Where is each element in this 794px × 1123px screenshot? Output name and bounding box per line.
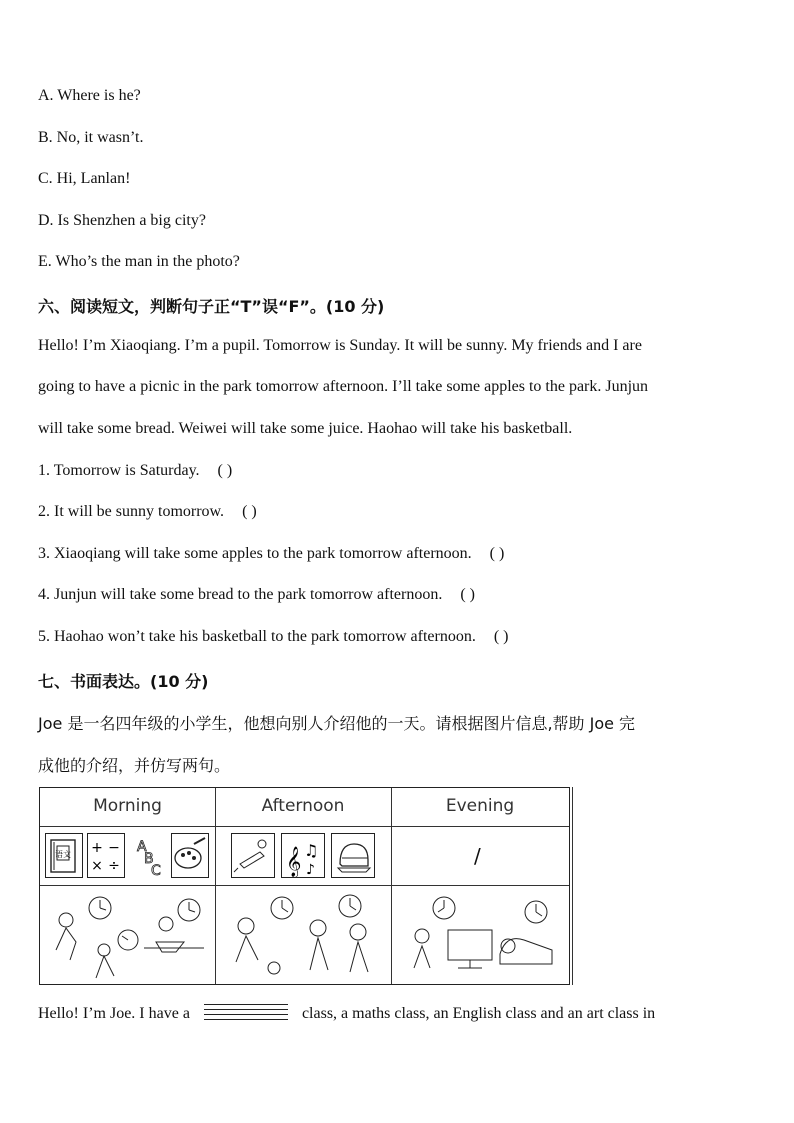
instruction-line-1: Joe 是一名四年级的小学生，他想向别人介绍他的一天。请根据图片信息,帮助 Joe 完 bbox=[38, 714, 636, 733]
option-e: E. Who’s the man in the photo? bbox=[38, 253, 240, 270]
svg-text:+: + bbox=[91, 840, 103, 856]
science-rocket-icon bbox=[231, 833, 275, 878]
schedule-table bbox=[39, 787, 570, 985]
option-b: B. No, it wasn’t. bbox=[38, 129, 144, 146]
svg-text:♪: ♪ bbox=[306, 862, 315, 877]
question-text: 4. Junjun will take some bread to the park tomorrow afternoon. bbox=[38, 586, 443, 603]
option-d: D. Is Shenzhen a big city? bbox=[38, 212, 206, 229]
art-palette-icon bbox=[171, 833, 209, 878]
answer-blank[interactable]: ( ) bbox=[493, 628, 509, 645]
writing-line bbox=[38, 1002, 655, 1024]
header-afternoon: Afternoon bbox=[261, 796, 345, 816]
fill-in-blank[interactable] bbox=[204, 1002, 288, 1024]
answer-blank[interactable]: ( ) bbox=[460, 586, 475, 603]
question-text: 5. Haohao won’t take his basketball to the park tomorrow afternoon. bbox=[38, 628, 476, 645]
question-5 bbox=[38, 628, 508, 646]
question-4 bbox=[38, 586, 475, 604]
question-1 bbox=[38, 462, 232, 480]
abc-letters-icon bbox=[129, 833, 167, 878]
maths-symbols-icon bbox=[87, 833, 125, 878]
svg-text:−: − bbox=[108, 840, 120, 856]
svg-text:♫: ♫ bbox=[304, 841, 319, 860]
svg-text:×: × bbox=[91, 858, 103, 874]
svg-text:÷: ÷ bbox=[108, 858, 120, 874]
option-a: A. Where is he? bbox=[38, 87, 141, 104]
question-2 bbox=[38, 503, 257, 521]
answer-blank[interactable]: ( ) bbox=[217, 462, 233, 479]
section-7-title: 七、书面表达。(10 分) bbox=[38, 672, 209, 691]
afternoon-scene-illustration bbox=[218, 890, 388, 980]
writing-text-before: Hello! I’m Joe. I have a bbox=[38, 1005, 190, 1022]
svg-text:A: A bbox=[137, 839, 147, 855]
morning-scene-illustration bbox=[44, 890, 212, 980]
pe-helmet-icon bbox=[331, 833, 375, 878]
question-3 bbox=[38, 545, 504, 563]
section-6-title: 六、阅读短文，判断句子正“T”误“F”。(10 分) bbox=[38, 297, 385, 316]
evening-slash: / bbox=[474, 844, 481, 868]
svg-text:𝄞: 𝄞 bbox=[286, 847, 302, 877]
question-text: 2. It will be sunny tomorrow. bbox=[38, 503, 225, 520]
svg-text:B: B bbox=[144, 851, 154, 867]
answer-blank[interactable]: ( ) bbox=[242, 503, 257, 520]
svg-text:C: C bbox=[151, 863, 161, 878]
passage-line-2: going to have a picnic in the park tomorrow afternoon. I’ll take some apples to the park. Junjun bbox=[38, 378, 649, 395]
writing-text-after: class, a maths class, an English class and an art class in bbox=[301, 1005, 656, 1022]
question-text: 3. Xiaoqiang will take some apples to the park tomorrow afternoon. bbox=[38, 545, 472, 562]
question-text: 1. Tomorrow is Saturday. bbox=[38, 462, 200, 479]
svg-text:语文: 语文 bbox=[55, 850, 71, 859]
chinese-book-icon bbox=[45, 833, 83, 878]
music-notes-icon bbox=[281, 833, 325, 878]
header-morning: Morning bbox=[93, 796, 162, 816]
option-c: C. Hi, Lanlan! bbox=[38, 170, 131, 187]
answer-blank[interactable]: ( ) bbox=[489, 545, 505, 562]
instruction-line-2: 成他的介绍，并仿写两句。 bbox=[38, 756, 231, 775]
passage-line-1: Hello! I’m Xiaoqiang. I’m a pupil. Tomorrow is Sunday. It will be sunny. My friends and I are bbox=[38, 337, 642, 354]
evening-scene-illustration bbox=[396, 890, 566, 980]
passage-line-3: will take some bread. Weiwei will take some juice. Haohao will take his basketball. bbox=[38, 420, 573, 437]
header-evening: Evening bbox=[445, 796, 515, 816]
